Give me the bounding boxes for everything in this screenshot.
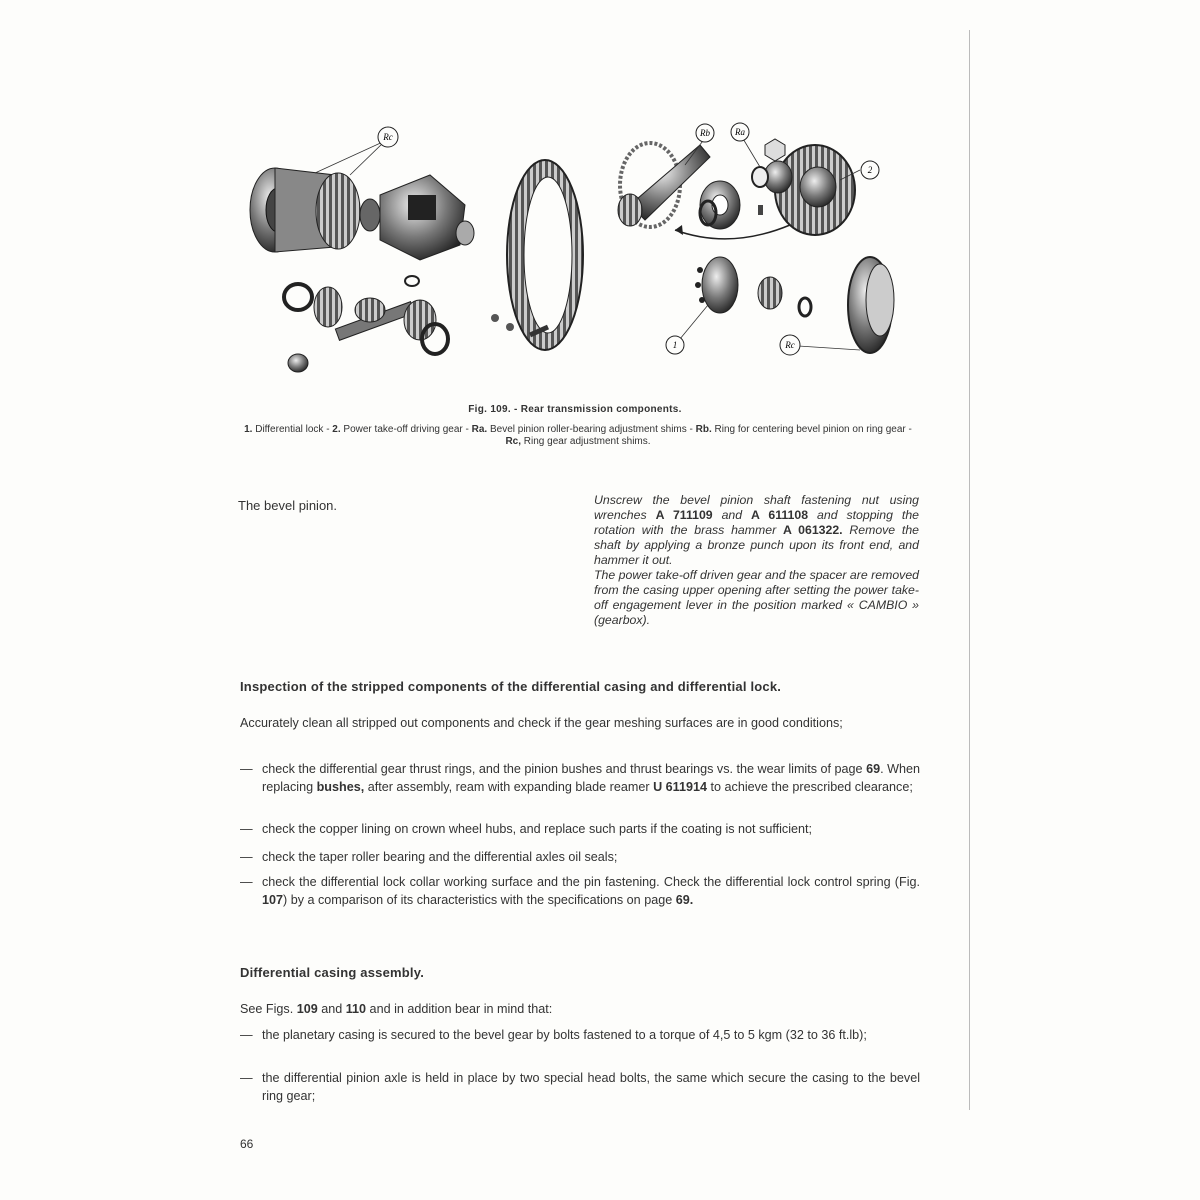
svg-text:Ra: Ra (735, 127, 745, 137)
inspection-item-2: — check the copper lining on crown wheel hubs, and replace such parts if the coating is not sufficient; (240, 822, 813, 836)
assembly-item-2: — the differential pinion axle is held in place by two special head bolts, the same which secure the casing to the bevel ring gear; (240, 1071, 920, 1103)
svg-text:Rc: Rc (383, 132, 393, 142)
callout-rb (696, 124, 714, 142)
bevel-ring-gear (491, 160, 583, 350)
assembly-heading: Differential casing assembly. (240, 965, 425, 980)
page-number: 66 (240, 1137, 254, 1151)
inspection-item-1: — check the differential gear thrust rings, and the pinion bushes and thrust bearings vs. the wear limits of page 69. When replacing bushes, after assembly, ream with expanding blade reamer U 611914 to achieve the prescribed clearance; (240, 762, 920, 794)
svg-text:1: 1 (672, 340, 678, 350)
inspection-item-3: — check the taper roller bearing and the differential axles oil seals; (240, 850, 618, 864)
inspection-item-4: — check the differential lock collar working surface and the pin fastening. Check the differential lock control spring (Fig. 107) by a comparison of its characteristics with the specifications on page 69. (240, 875, 920, 907)
callout-ra (731, 123, 749, 141)
figure-caption: Fig. 109. - Rear transmission components. (468, 404, 682, 415)
callout-rc-bottom (780, 335, 800, 355)
callout-1 (666, 336, 684, 354)
scan-edge-line (969, 30, 970, 1110)
svg-text:2: 2 (867, 165, 873, 175)
svg-text:Rb: Rb (700, 128, 710, 138)
callout-2 (861, 161, 879, 179)
differential-housing-left (250, 168, 360, 252)
differential-gears (284, 276, 448, 372)
bevel-pinion-assembly (618, 143, 790, 239)
callout-rc-top (378, 127, 398, 147)
assembly-item-1: — the planetary casing is secured to the bevel gear by bolts fastened to a torque of 4,5 to 5 kgm (32 to 36 ft.lb); (240, 1028, 867, 1042)
differential-casing (360, 175, 474, 260)
assembly-intro: See Figs. 109 and 110 and in addition bear in mind that: (240, 1002, 553, 1016)
power-takeoff-driving-gear (752, 139, 855, 235)
inspection-heading: Inspection of the stripped components of the differential casing and differential lock. (240, 679, 782, 694)
svg-text:Rc: Rc (785, 340, 795, 350)
figure-legend: 1. Differential lock - 2. Power take-off driving gear - Ra. Bevel pinion roller-bearing adjustment shims - Rb. Ring for centering bevel pinion on ring gear - Rc, Ring gear adjustment shims. (244, 424, 912, 447)
exploded-view-illustration (230, 115, 910, 400)
inspection-intro: Accurately clean all stripped out components and check if the gear meshing surfaces are in good conditions; (240, 716, 843, 730)
bevel-pinion-instructions: Unscrew the bevel pinion shaft fastening nut using wrenches A 711109 and A 611108 and stopping the rotation with the brass hammer A 061322. Remove the shaft by applying a bronze punch upon its front end, and hammer it out. The power take-off driven gear and the spacer are removed from the casing upper opening after setting the power take-off engagement lever in the position marked « CAMBIO » (gearbox). (594, 493, 919, 627)
bevel-pinion-label: The bevel pinion. (238, 498, 338, 513)
